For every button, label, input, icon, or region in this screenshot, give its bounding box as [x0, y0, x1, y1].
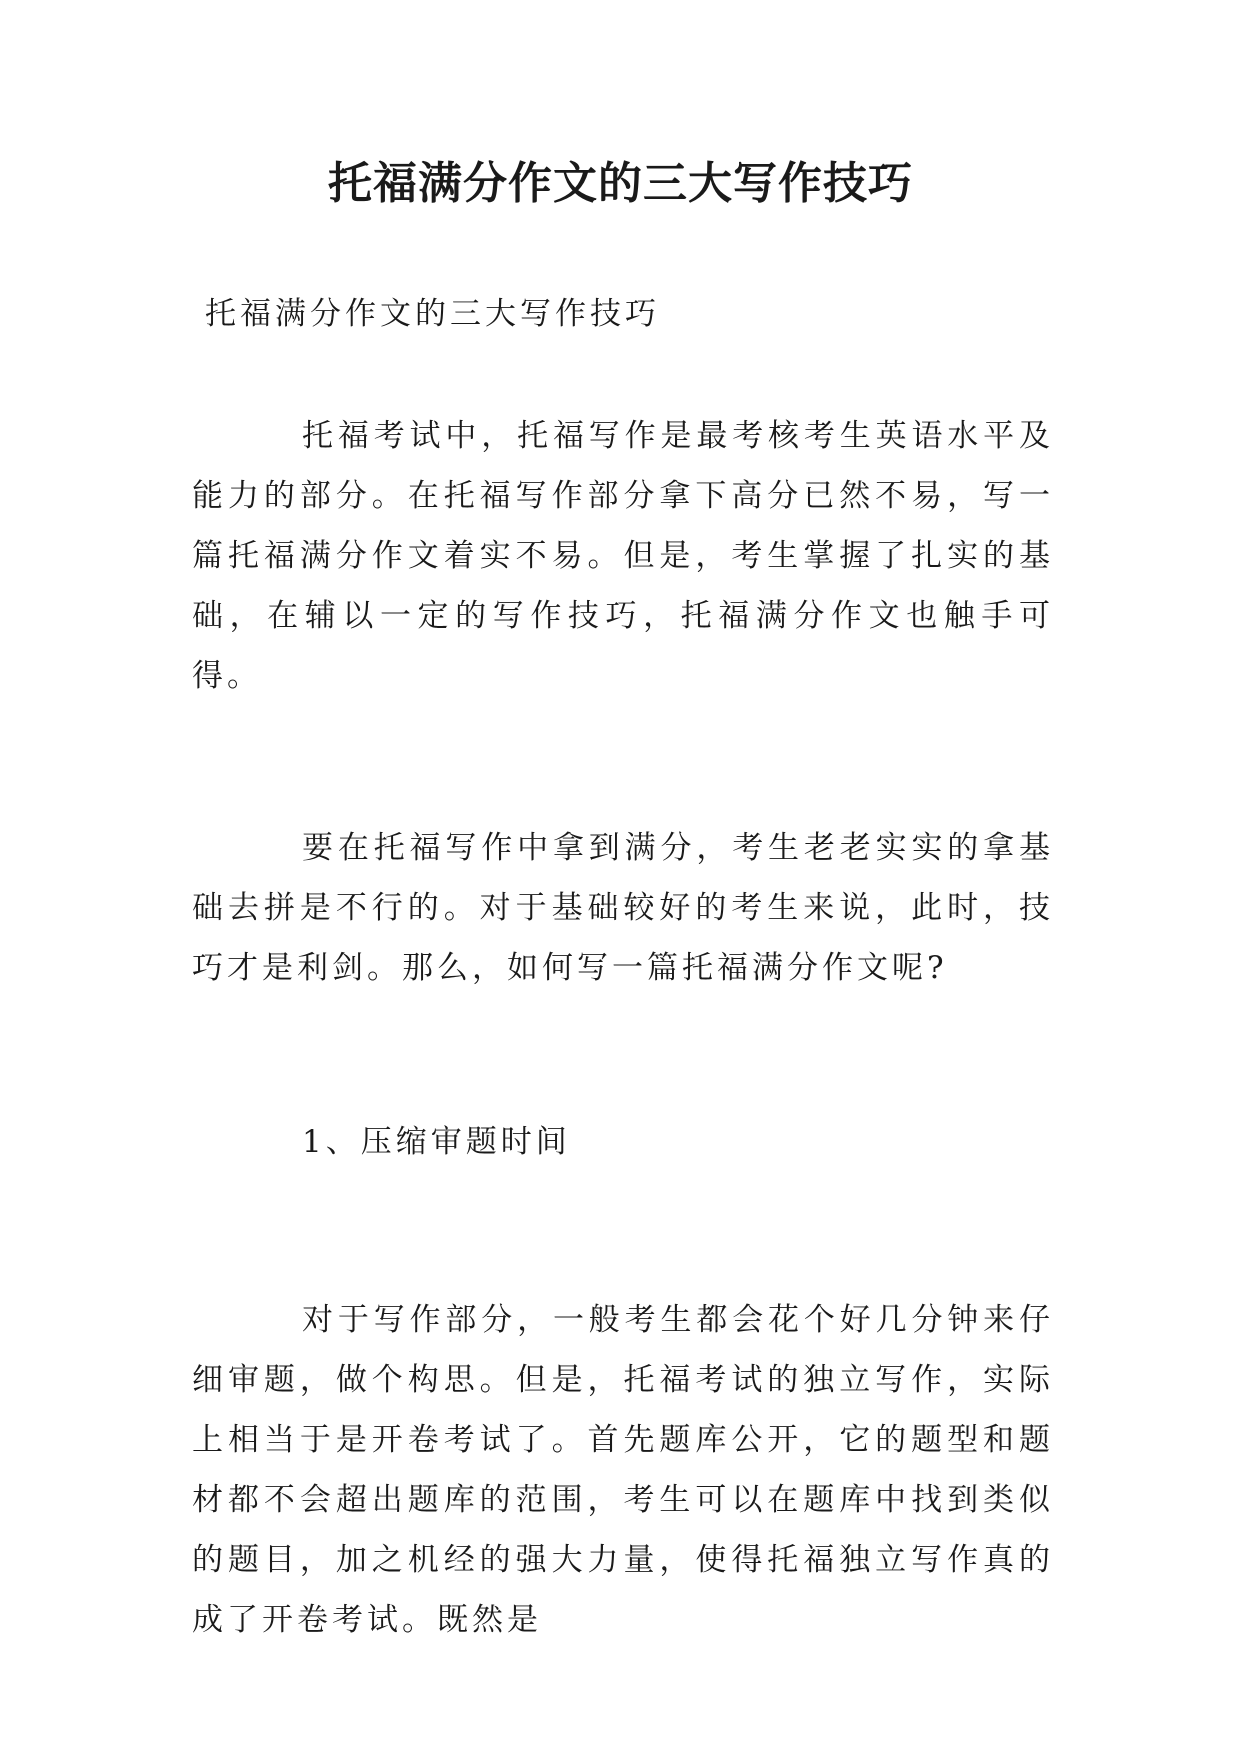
paragraph-intro: 托福考试中，托福写作是最考核考生英语水平及能力的部分。在托福写作部分拿下高分已然不易，写一篇托福满分作文着实不易。但是，考生掌握了扎实的基础，在辅以一定的写作技巧，托福满分作文也触手可得。	[192, 418, 1054, 694]
page-title: 托福满分作文的三大写作技巧	[328, 158, 913, 209]
document-subtitle: 托福满分作文的三大写作技巧	[205, 296, 660, 332]
paragraph-section-1: 对于写作部分，一般考生都会花个好几分钟来仔细审题，做个构思。但是，托福考试的独立写作，实际上相当于是开卷考试了。首先题库公开，它的题型和题材都不会超出题库的范围，考生可以在题库中找到类似的题目，加之机经的强大力量，使得托福独立写作真的成了开卷考试。既然是	[192, 1302, 1054, 1638]
paragraph-question: 要在托福写作中拿到满分，考生老老实实的拿基础去拼是不行的。对于基础较好的考生来说，此时，技巧才是利剑。那么，如何写一篇托福满分作文呢?	[192, 830, 1054, 986]
section-heading-1: 1、压缩审题时间	[302, 1124, 571, 1160]
